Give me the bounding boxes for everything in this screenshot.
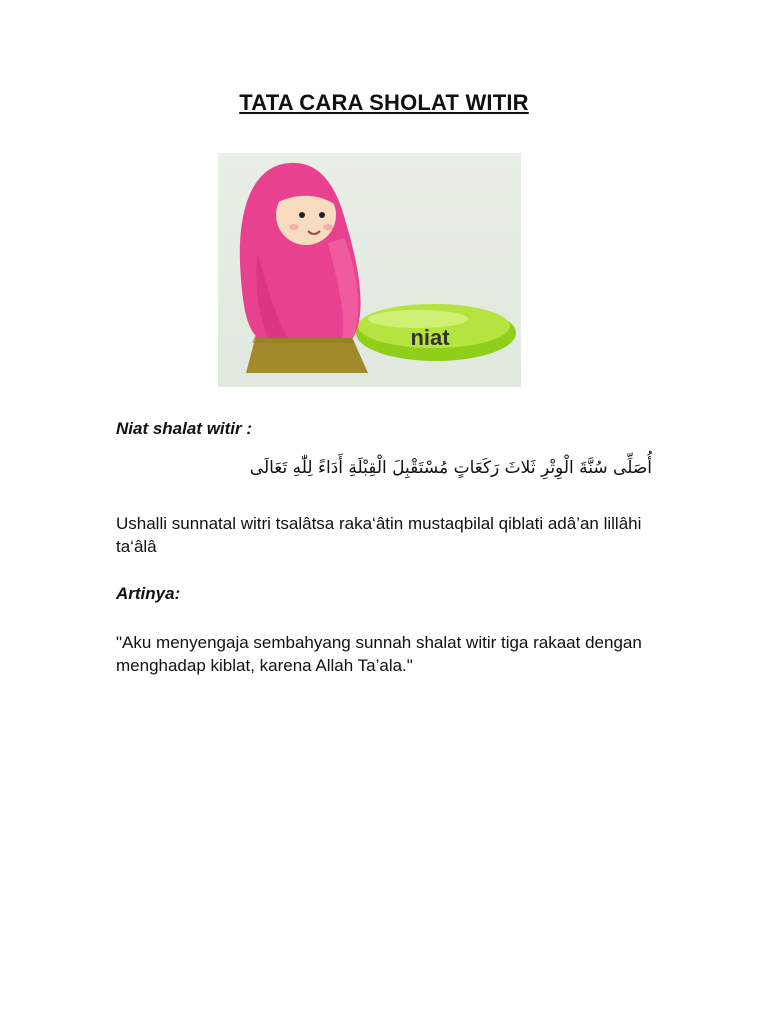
girl-praying-illustration: [218, 153, 521, 387]
mat-label: niat: [410, 325, 450, 350]
artinya-heading: Artinya:: [116, 584, 181, 603]
arabic-intention-text: أُصَلِّى سُنَّةَ الْوِتْرِ ثَلاثَ رَكَعَاتٍ مُسْتَقْبِلَ الْقِبْلَةِ أَدَاءً لِلّٰهِ تَعَالَى: [249, 458, 652, 478]
meaning-text: "Aku menyengaja sembahyang sunnah shalat witir tiga rakaat dengan menghadap kiblat, karena Allah Ta’ala.": [116, 633, 642, 675]
niat-heading: Niat shalat witir :: [116, 419, 253, 438]
latin-transliteration-text: Ushalli sunnatal witri tsalâtsa raka‘âtin mustaqbilal qiblati adâ’an lillâhi ta‘âlâ: [116, 514, 642, 556]
page-title: TATA CARA SHOLAT WITIR: [239, 90, 529, 115]
